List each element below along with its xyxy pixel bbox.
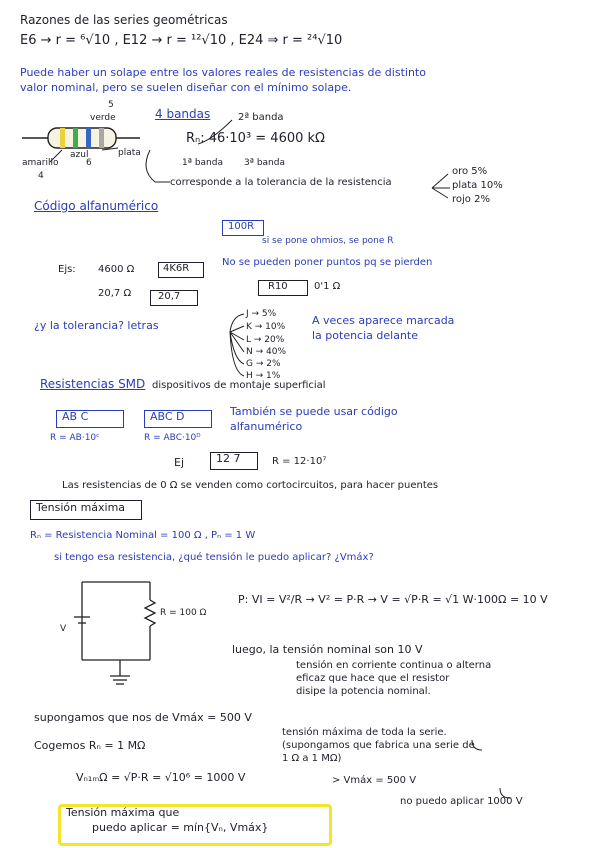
smd-title: Resistencias SMD bbox=[40, 377, 146, 391]
vmax-comparison: > Vmáx = 500 V bbox=[332, 775, 417, 786]
bandas-title: 4 bandas bbox=[155, 107, 211, 121]
eficaz-note-3: disipe la potencia nominal. bbox=[296, 686, 431, 697]
eficaz-note-2: eficaz que hace que el resistor bbox=[296, 673, 450, 684]
power-formula: P: VI = V²/R → V² = P·R → V = √P·R = √1 W·100Ω = 10 V bbox=[238, 593, 548, 606]
final-line-2: puedo aplicar = mín{Vₙ, Vmáx} bbox=[92, 821, 269, 834]
banda-1-label: 1ª banda bbox=[182, 158, 223, 168]
eficaz-note-1: tensión en corriente continua o alterna bbox=[296, 660, 492, 671]
tol-letter-k: K → 10% bbox=[246, 322, 286, 332]
tambien-note-1: También se puede usar código bbox=[230, 405, 398, 418]
smd-ej-code: 12 7 bbox=[216, 452, 241, 465]
rn-formula: Rₙ: 46·10³ = 4600 kΩ bbox=[186, 131, 325, 146]
tension-question: si tengo esa resistencia, ¿qué tensión le puedo aplicar? ¿Vmáx? bbox=[54, 552, 374, 563]
smd-ej-label: Ej bbox=[174, 456, 185, 469]
cero-ohm-note: Las resistencias de 0 Ω se venden como cortocircuitos, para hacer puentes bbox=[62, 480, 439, 491]
code-100r: 100R bbox=[228, 221, 255, 232]
r01-value: 0'1 Ω bbox=[314, 281, 341, 292]
label-4: 4 bbox=[38, 171, 44, 181]
code-4k6r: 4K6R bbox=[163, 263, 190, 274]
potencia-note-1: A veces aparece marcada bbox=[312, 314, 455, 327]
tension-title: Tensión máxima bbox=[36, 501, 126, 514]
tol-letter-g: G → 2% bbox=[246, 359, 281, 369]
tension-nominal: luego, la tensión nominal son 10 V bbox=[232, 643, 423, 656]
smd-ej-result: R = 12·10⁷ bbox=[272, 456, 327, 467]
ohmios-note: si se pone ohmios, se pone R bbox=[262, 236, 394, 246]
tolerancia-question: ¿y la tolerancia? letras bbox=[34, 319, 159, 332]
potencia-note-2: la potencia delante bbox=[312, 329, 418, 342]
final-line-1: Tensión máxima que bbox=[66, 806, 180, 819]
tension-maxima-serie: tensión máxima de toda la serie. bbox=[282, 727, 447, 738]
circuit-v-label: V bbox=[60, 624, 67, 634]
solape-line-2: valor nominal, pero se suelen diseñar con el mínimo solape. bbox=[20, 81, 352, 94]
supongamos-vmax: supongamos que nos de Vmáx = 500 V bbox=[34, 711, 252, 724]
banda-3-label: 3ª banda bbox=[244, 158, 285, 168]
label-5: 5 bbox=[108, 100, 114, 110]
tol-letter-h: H → 1% bbox=[246, 371, 281, 381]
supongamos-serie-1: (supongamos que fabrica una serie de bbox=[282, 740, 475, 751]
solape-line-1: Puede haber un solape entre los valores reales de resistencias de distinto bbox=[20, 66, 426, 79]
label-plata: plata bbox=[118, 148, 141, 158]
series-roots: E6 → r = ⁶√10 , E12 → r = ¹²√10 , E24 ⇒ r = ²⁴√10 bbox=[20, 33, 343, 48]
label-azul: azul bbox=[70, 150, 89, 160]
code-r10: R10 bbox=[268, 281, 288, 292]
label-verde: verde bbox=[90, 113, 116, 123]
no-puntos-note: No se pueden poner puntos pq se pierden bbox=[222, 257, 433, 268]
ej-207: 20,7 Ω bbox=[98, 288, 132, 299]
cogemos-rn: Cogemos Rₙ = 1 MΩ bbox=[34, 739, 146, 752]
vn-formula: Vₙ₁ₘΩ = √P·R = √10⁶ = 1000 V bbox=[76, 771, 246, 784]
codigo-title: Código alfanumérico bbox=[34, 199, 159, 213]
smd-code-1: AB C bbox=[62, 410, 89, 423]
tol-oro: oro 5% bbox=[452, 166, 488, 177]
tambien-note-2: alfanumérico bbox=[230, 420, 303, 433]
tolerancia-note: corresponde a la tolerancia de la resistencia bbox=[170, 177, 392, 188]
tol-letter-n: N → 40% bbox=[246, 347, 286, 357]
smd-code-2: ABC D bbox=[150, 410, 185, 423]
ejs-label: Ejs: bbox=[58, 264, 76, 275]
circuit-r-label: R = 100 Ω bbox=[160, 608, 207, 618]
label-6: 6 bbox=[86, 158, 92, 168]
rn-definition: Rₙ = Resistencia Nominal = 100 Ω , Pₙ = 1 W bbox=[30, 530, 256, 541]
label-amarillo: amarillo bbox=[22, 158, 59, 168]
tol-plata: plata 10% bbox=[452, 180, 503, 191]
smd-description: dispositivos de montaje superficial bbox=[152, 380, 326, 391]
series-heading: Razones de las series geométricas bbox=[20, 13, 228, 27]
no-puedo-aplicar: no puedo aplicar 1000 V bbox=[400, 796, 523, 807]
tol-letter-l: L → 20% bbox=[246, 335, 285, 345]
circuit-drawing bbox=[74, 582, 155, 684]
smd-r1: R = AB·10ᶜ bbox=[50, 433, 100, 443]
supongamos-serie-2: 1 Ω a 1 MΩ) bbox=[282, 753, 342, 764]
code-207: 20,7 bbox=[158, 291, 181, 302]
tol-letter-j: J → 5% bbox=[246, 309, 277, 319]
tol-rojo: rojo 2% bbox=[452, 194, 490, 205]
banda-2-label: 2ª banda bbox=[238, 112, 284, 123]
ej-4600: 4600 Ω bbox=[98, 264, 135, 275]
smd-r2: R = ABC·10ᴰ bbox=[144, 433, 201, 443]
